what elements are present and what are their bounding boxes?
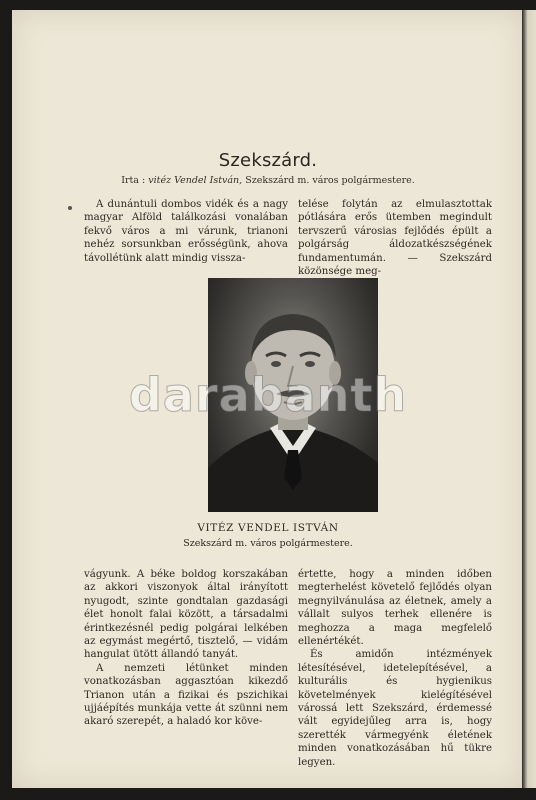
photo-caption-name: VITÉZ VENDEL ISTVÁN <box>197 522 339 534</box>
paragraph: telése folytán az elmulasztottak pótlására erős ütemben megindult tervszerű városias fejlődés épült a polgárság áldozatkészségének fundamentumán. — Szekszárd közönsége meg- <box>298 199 492 278</box>
column-top-left <box>84 198 288 265</box>
ink-dot <box>68 206 72 210</box>
paragraph: A nemzeti létünket minden vonatkozásban aggasztóan kikezdő Trianon után a fizikai és pszichikai ujjáépítés munkája vette át szünni nem akaró szerepét, a haladó kor köve- <box>84 662 288 728</box>
column-bottom-left <box>84 568 288 729</box>
column-top-right <box>298 198 492 278</box>
photo-caption-role: Szekszárd m. város polgármestere. <box>183 538 353 549</box>
paragraph: vágyunk. A béke boldog korszakában az akkori viszonyok által irányított nyugodt, szinte gondtalan gazdasági élet honolt falai között, a társadalmi érintkezésnél pedig polgárai lelkében az egymást megértő, tisztelő, — vidám hangulat ütött állandó tanyát. <box>84 569 288 661</box>
byline-prefix: Irta : <box>121 175 146 186</box>
watermark: darabanth <box>128 368 408 422</box>
paragraph: A dunántuli dombos vidék és a nagy magyar Alföld találkozási vonalában fekvő város a mi várunk, trianoni nehéz sorsunkban erősségünk, ahova távollétünk alatt mindig vissza- <box>84 199 288 264</box>
byline-author: vitéz Vendel István, <box>148 175 243 186</box>
paragraph: És amidőn intézmények létesítésével, idetelepítésével, a kulturális és hygienikus követelmények kielégítésével várossá lett Szekszárd, érdemessé vált egyidejűleg arra is, hogy szerették vármegyénk életének minden vonatkozásában hű tükre legyen. <box>298 649 492 768</box>
byline-role: Szekszárd m. város polgármestere. <box>245 175 415 186</box>
paragraph: értette, hogy a minden időben megterhelést követelő fejlődés olyan megnyilvánulása az életnek, amely a vállalt sulyos terhek ellenére is meghozza a maga megfelelő ellenértékét. <box>298 569 492 648</box>
column-bottom-right <box>298 568 492 769</box>
article-title: Szekszárd. <box>218 150 318 171</box>
byline <box>0 175 536 186</box>
